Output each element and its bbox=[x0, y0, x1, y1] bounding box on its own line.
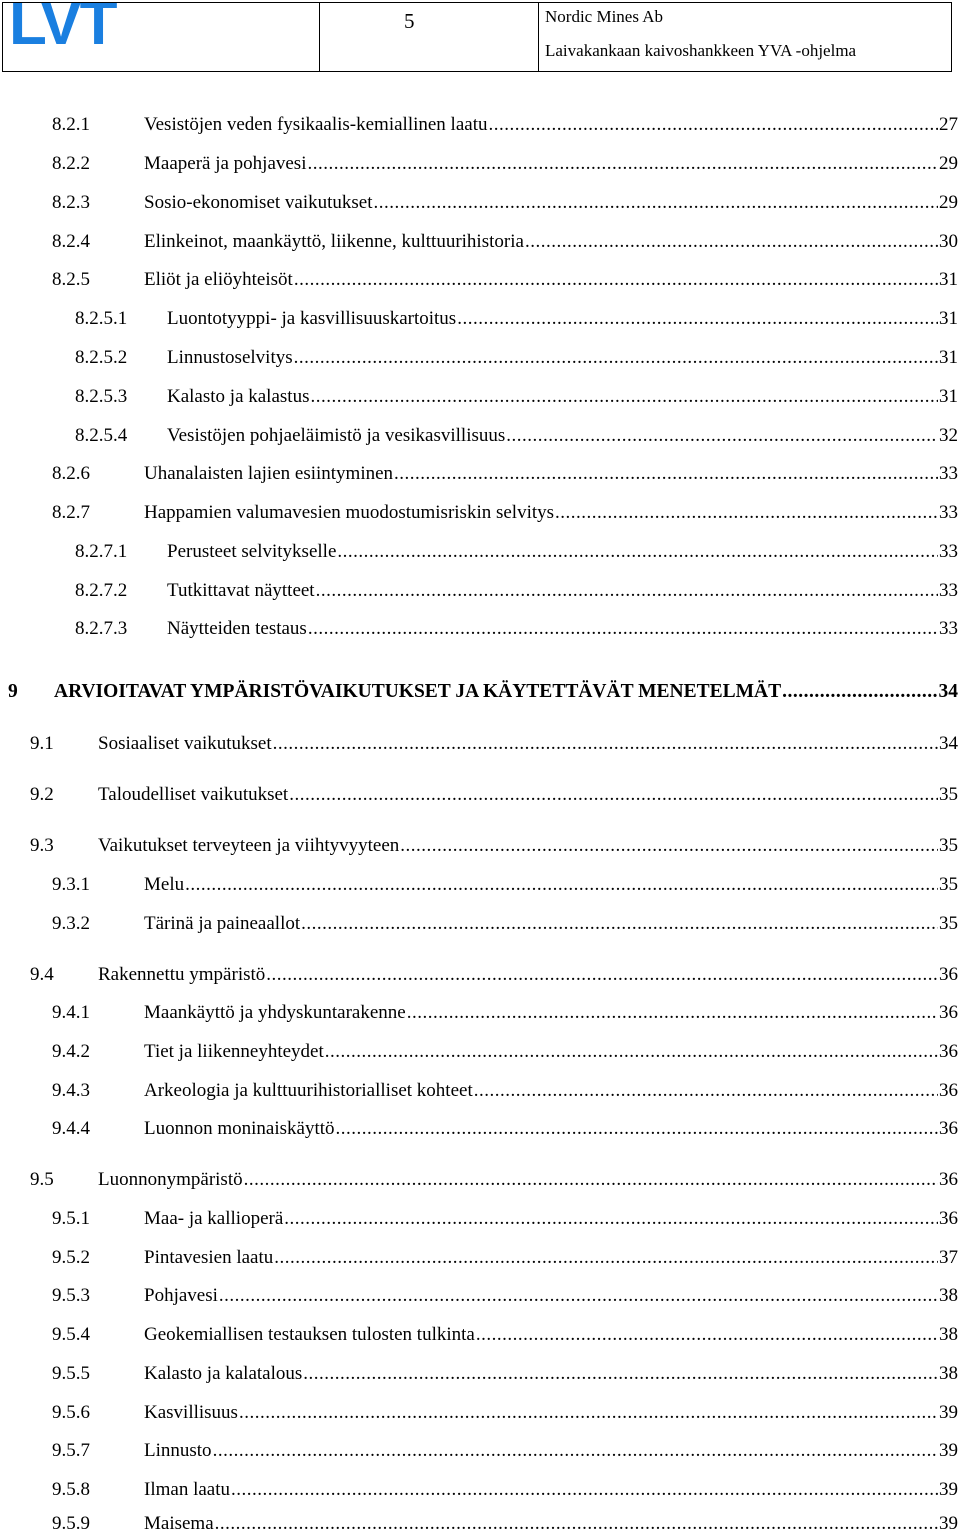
toc-entry-number: 9.5.9 bbox=[52, 1513, 90, 1534]
toc-entry-title: Rakennettu ympäristö bbox=[98, 964, 266, 985]
toc-entry-title: Pohjavesi bbox=[144, 1285, 218, 1306]
toc-entry-title: Luonnon moninaiskäyttö bbox=[144, 1118, 335, 1139]
toc-entry-number: 8.2.2 bbox=[52, 153, 90, 174]
toc-entry-title: Kasvillisuus bbox=[144, 1402, 238, 1423]
toc-entry-title: Näytteiden testaus bbox=[167, 618, 307, 639]
toc-entry-number: 9.2 bbox=[30, 784, 54, 805]
toc-entry-page: 29 bbox=[939, 192, 958, 213]
toc-entry-number: 8.2.1 bbox=[52, 114, 90, 135]
toc-entry-number: 9.5.6 bbox=[52, 1402, 90, 1423]
toc-entry-title: Melu bbox=[144, 874, 185, 895]
toc-entry-page: 36 bbox=[939, 1118, 958, 1139]
toc-entry-title: Pintavesien laatu bbox=[144, 1247, 274, 1268]
toc-leader-dots bbox=[525, 230, 938, 254]
toc-entry-title: Eliöt ja eliöyhteisöt bbox=[144, 269, 293, 290]
toc-entry[interactable] bbox=[52, 230, 958, 254]
lvt-logo: LVT bbox=[9, 3, 116, 58]
logo-cell bbox=[3, 3, 320, 71]
toc-leader-dots bbox=[294, 268, 938, 292]
toc-entry-number: 9.5 bbox=[30, 1169, 54, 1190]
toc-entry[interactable] bbox=[52, 1478, 958, 1502]
toc-entry-number: 8.2.7 bbox=[52, 502, 90, 523]
toc-leader-dots bbox=[474, 1079, 938, 1103]
toc-entry-page: 29 bbox=[939, 153, 958, 174]
toc-leader-dots bbox=[457, 307, 938, 331]
toc-entry-number: 8.2.5.2 bbox=[75, 347, 128, 368]
toc-entry[interactable] bbox=[30, 963, 958, 987]
toc-leader-dots bbox=[488, 113, 938, 137]
toc-entry[interactable] bbox=[30, 783, 958, 807]
toc-entry-page: 33 bbox=[939, 580, 958, 601]
toc-entry-title: Arkeologia ja kulttuurihistorialliset kohteet bbox=[144, 1080, 473, 1101]
company-name: Nordic Mines Ab bbox=[545, 7, 664, 26]
toc-entry-number: 8.2.5.1 bbox=[75, 308, 128, 329]
toc-leader-dots bbox=[231, 1478, 938, 1502]
toc-entry-title: Happamien valumavesien muodostumisriskin selvitys bbox=[144, 502, 555, 523]
toc-entry-page: 33 bbox=[939, 463, 958, 484]
toc-entry-number: 8.2.6 bbox=[52, 463, 90, 484]
toc-entry-number: 9.4.1 bbox=[52, 1002, 90, 1023]
toc-entry-title: Luontotyyppi- ja kasvillisuuskartoitus bbox=[167, 308, 457, 329]
toc-entry-number: 8.2.5.3 bbox=[75, 386, 128, 407]
toc-chapter-entry[interactable] bbox=[8, 680, 958, 704]
toc-entry[interactable] bbox=[52, 1117, 958, 1141]
toc-entry[interactable] bbox=[52, 912, 958, 936]
project-name: Laivakankaan kaivoshankkeen YVA -ohjelma bbox=[545, 41, 857, 60]
toc-entry-page: 38 bbox=[939, 1363, 958, 1384]
toc-entry-page: 30 bbox=[939, 231, 958, 252]
toc-entry-page: 34 bbox=[938, 681, 958, 702]
toc-entry-title: Ilman laatu bbox=[144, 1479, 230, 1500]
toc-entry[interactable] bbox=[52, 1079, 958, 1103]
toc-entry-number: 9.5.3 bbox=[52, 1285, 90, 1306]
toc-leader-dots bbox=[506, 424, 938, 448]
toc-entry-title: Maa- ja kallioperä bbox=[144, 1208, 284, 1229]
toc-entry-page: 33 bbox=[939, 502, 958, 523]
toc-entry-page: 38 bbox=[939, 1285, 958, 1306]
toc-entry[interactable] bbox=[75, 579, 958, 603]
toc-leader-dots bbox=[476, 1323, 938, 1347]
toc-entry-number: 9.5.2 bbox=[52, 1247, 90, 1268]
toc-entry[interactable] bbox=[52, 152, 958, 176]
toc-entry-number: 8.2.7.3 bbox=[75, 618, 128, 639]
toc-entry[interactable] bbox=[52, 1040, 958, 1064]
toc-entry-page: 36 bbox=[939, 1041, 958, 1062]
toc-entry-title: Uhanalaisten lajien esiintyminen bbox=[144, 463, 394, 484]
toc-entry[interactable] bbox=[52, 1439, 958, 1463]
toc-entry-title: Tutkittavat näytteet bbox=[167, 580, 315, 601]
toc-entry-number: 9.5.7 bbox=[52, 1440, 90, 1461]
toc-leader-dots bbox=[239, 1401, 938, 1425]
toc-entry-number: 9.4 bbox=[30, 964, 54, 985]
toc-leader-dots bbox=[244, 1168, 938, 1192]
toc-leader-dots bbox=[219, 1284, 938, 1308]
toc-entry-title: ARVIOITAVAT YMPÄRISTÖVAIKUTUKSET JA KÄYTETTÄVÄT MENETELMÄT bbox=[54, 681, 782, 702]
toc-entry[interactable] bbox=[52, 268, 958, 292]
toc-entry[interactable] bbox=[52, 873, 958, 897]
toc-leader-dots bbox=[337, 540, 938, 564]
page-header bbox=[2, 2, 952, 72]
toc-entry[interactable] bbox=[52, 1246, 958, 1270]
toc-entry-page: 31 bbox=[939, 269, 958, 290]
toc-entry[interactable] bbox=[75, 424, 958, 448]
toc-entry-title: Tiet ja liikenneyhteydet bbox=[144, 1041, 324, 1062]
toc-entry[interactable] bbox=[75, 540, 958, 564]
toc-leader-dots bbox=[307, 152, 938, 176]
toc-entry-number: 9.5.5 bbox=[52, 1363, 90, 1384]
document-info-cell bbox=[539, 3, 951, 71]
toc-entry-page: 36 bbox=[939, 1002, 958, 1023]
toc-entry-title: Maankäyttö ja yhdyskuntarakenne bbox=[144, 1002, 406, 1023]
toc-entry-number: 9.5.1 bbox=[52, 1208, 90, 1229]
toc-entry-title: Geokemiallisen testauksen tulosten tulkinta bbox=[144, 1324, 475, 1345]
toc-leader-dots bbox=[325, 1040, 938, 1064]
toc-entry[interactable] bbox=[30, 732, 958, 756]
toc-entry-page: 36 bbox=[939, 1208, 958, 1229]
toc-entry-page: 36 bbox=[939, 964, 958, 985]
toc-entry-title: Kalasto ja kalastus bbox=[167, 386, 310, 407]
toc-entry-number: 8.2.7.2 bbox=[75, 580, 128, 601]
toc-entry-page: 33 bbox=[939, 618, 958, 639]
toc-entry-number: 9 bbox=[8, 681, 18, 702]
toc-leader-dots bbox=[310, 385, 938, 409]
toc-leader-dots bbox=[374, 191, 938, 215]
toc-entry[interactable] bbox=[52, 1362, 958, 1386]
toc-entry[interactable] bbox=[52, 1512, 958, 1536]
toc-entry-title: Linnustoselvitys bbox=[167, 347, 293, 368]
toc-entry-page: 36 bbox=[939, 1080, 958, 1101]
toc-entry-number: 8.2.5.4 bbox=[75, 425, 128, 446]
toc-leader-dots bbox=[303, 1362, 938, 1386]
toc-entry-number: 8.2.7.1 bbox=[75, 541, 128, 562]
toc-entry-page: 38 bbox=[939, 1324, 958, 1345]
toc-leader-dots bbox=[185, 873, 938, 897]
toc-entry[interactable] bbox=[52, 1323, 958, 1347]
toc-entry-title: Linnusto bbox=[144, 1440, 212, 1461]
toc-entry[interactable] bbox=[52, 462, 958, 486]
toc-entry-title: Sosiaaliset vaikutukset bbox=[98, 733, 272, 754]
toc-entry-number: 9.1 bbox=[30, 733, 54, 754]
toc-entry-page: 39 bbox=[939, 1402, 958, 1423]
toc-entry-title: Maisema bbox=[144, 1513, 214, 1534]
toc-entry-page: 35 bbox=[939, 784, 958, 805]
toc-entry-page: 33 bbox=[939, 541, 958, 562]
toc-entry-page: 35 bbox=[939, 913, 958, 934]
toc-leader-dots bbox=[284, 1207, 938, 1231]
toc-entry-title: Vaikutukset terveyteen ja viihtyvyyteen bbox=[98, 835, 400, 856]
toc-entry[interactable] bbox=[75, 346, 958, 370]
page-number: 5 bbox=[404, 9, 415, 33]
toc-entry-page: 35 bbox=[939, 835, 958, 856]
toc-entry-title: Tärinä ja paineaallot bbox=[144, 913, 301, 934]
toc-entry-page: 39 bbox=[939, 1440, 958, 1461]
toc-leader-dots bbox=[266, 963, 938, 987]
toc-entry-title: Sosio-ekonomiset vaikutukset bbox=[144, 192, 373, 213]
page-number-cell bbox=[320, 3, 539, 71]
toc-entry-title: Perusteet selvitykselle bbox=[167, 541, 337, 562]
toc-entry-number: 9.4.2 bbox=[52, 1041, 90, 1062]
toc-leader-dots bbox=[308, 617, 938, 641]
toc-leader-dots bbox=[289, 783, 938, 807]
toc-leader-dots bbox=[555, 501, 938, 525]
toc-entry[interactable] bbox=[52, 1401, 958, 1425]
toc-entry-page: 39 bbox=[939, 1479, 958, 1500]
toc-entry-number: 9.4.4 bbox=[52, 1118, 90, 1139]
toc-entry[interactable] bbox=[30, 834, 958, 858]
toc-leader-dots bbox=[213, 1439, 938, 1463]
toc-entry[interactable] bbox=[52, 1207, 958, 1231]
toc-entry-page: 31 bbox=[939, 386, 958, 407]
toc-leader-dots bbox=[273, 732, 938, 756]
toc-leader-dots bbox=[782, 680, 937, 704]
toc-entry-page: 34 bbox=[939, 733, 958, 754]
toc-leader-dots bbox=[336, 1117, 938, 1141]
toc-entry[interactable] bbox=[52, 1001, 958, 1025]
toc-entry[interactable] bbox=[75, 385, 958, 409]
toc-leader-dots bbox=[316, 579, 938, 603]
toc-entry-page: 36 bbox=[939, 1169, 958, 1190]
toc-leader-dots bbox=[400, 834, 938, 858]
toc-entry-page: 31 bbox=[939, 308, 958, 329]
toc-entry-number: 9.3.2 bbox=[52, 913, 90, 934]
toc-entry-page: 32 bbox=[939, 425, 958, 446]
toc-entry-title: Vesistöjen veden fysikaalis-kemiallinen laatu bbox=[144, 114, 488, 135]
toc-leader-dots bbox=[274, 1246, 938, 1270]
toc-entry-title: Maaperä ja pohjavesi bbox=[144, 153, 307, 174]
toc-entry-number: 9.3.1 bbox=[52, 874, 90, 895]
toc-entry-title: Kalasto ja kalatalous bbox=[144, 1363, 303, 1384]
toc-entry-page: 35 bbox=[939, 874, 958, 895]
toc-entry-number: 8.2.4 bbox=[52, 231, 90, 252]
toc-entry[interactable] bbox=[52, 191, 958, 215]
toc-entry-page: 31 bbox=[939, 347, 958, 368]
toc-leader-dots bbox=[394, 462, 938, 486]
toc-entry-number: 9.5.4 bbox=[52, 1324, 90, 1345]
toc-entry[interactable] bbox=[30, 1168, 958, 1192]
toc-entry-number: 9.5.8 bbox=[52, 1479, 90, 1500]
toc-entry-number: 8.2.3 bbox=[52, 192, 90, 213]
toc-entry-number: 9.4.3 bbox=[52, 1080, 90, 1101]
toc-entry-title: Elinkeinot, maankäyttö, liikenne, kulttuurihistoria bbox=[144, 231, 524, 252]
toc-entry[interactable] bbox=[75, 307, 958, 331]
toc-entry-title: Luonnonympäristö bbox=[98, 1169, 243, 1190]
toc-entry-title: Taloudelliset vaikutukset bbox=[98, 784, 289, 805]
toc-entry[interactable] bbox=[52, 113, 958, 137]
toc-entry-number: 8.2.5 bbox=[52, 269, 90, 290]
toc-entry[interactable] bbox=[52, 501, 958, 525]
toc-entry-page: 27 bbox=[939, 114, 958, 135]
toc-leader-dots bbox=[301, 912, 938, 936]
toc-leader-dots bbox=[294, 346, 938, 370]
toc-entry[interactable] bbox=[52, 1284, 958, 1308]
toc-entry[interactable] bbox=[75, 617, 958, 641]
toc-leader-dots bbox=[407, 1001, 938, 1025]
toc-leader-dots bbox=[215, 1512, 938, 1536]
toc-entry-page: 39 bbox=[939, 1513, 958, 1534]
toc-entry-title: Vesistöjen pohjaeläimistö ja vesikasvillisuus bbox=[167, 425, 506, 446]
toc-entry-page: 37 bbox=[939, 1247, 958, 1268]
toc-entry-number: 9.3 bbox=[30, 835, 54, 856]
